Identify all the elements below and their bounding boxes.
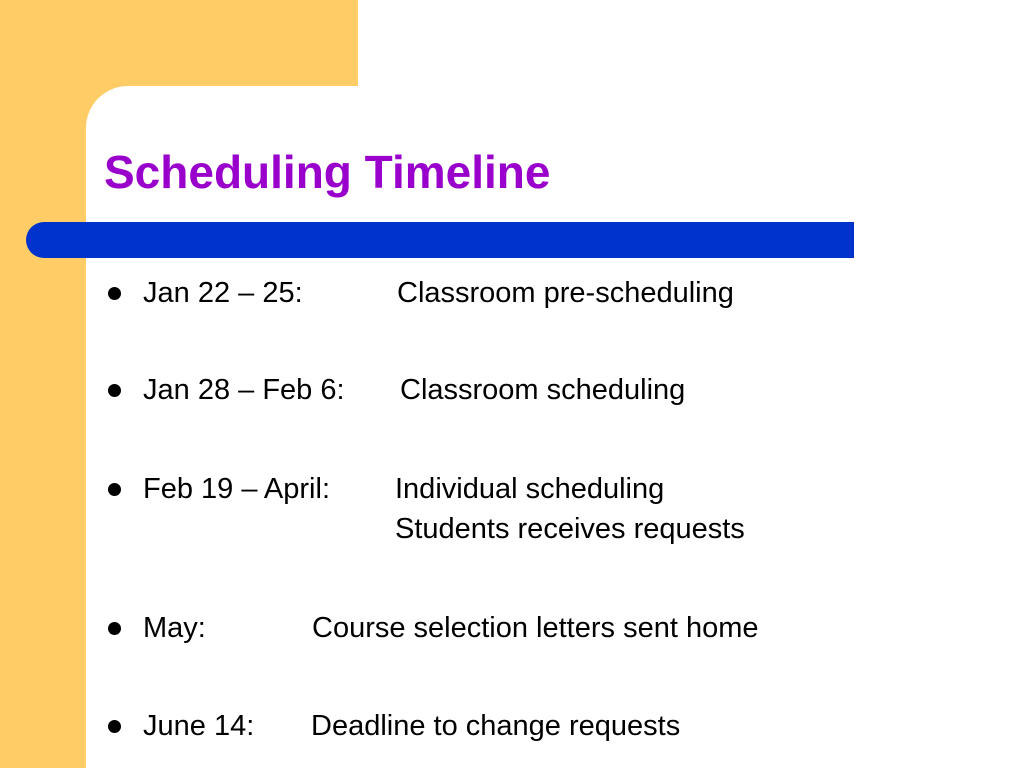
timeline-date: Feb 19 – April: (143, 473, 330, 505)
timeline-description: Deadline to change requests (311, 710, 681, 742)
slide-title: Scheduling Timeline (104, 146, 551, 198)
bullet-icon (108, 720, 121, 733)
timeline-description: Course selection letters sent home (312, 612, 759, 644)
timeline-date: May: (143, 612, 206, 644)
timeline-description: Classroom scheduling (400, 374, 686, 406)
timeline-sub-description: Students receives requests (395, 513, 745, 545)
timeline-date: Jan 28 – Feb 6: (143, 374, 345, 406)
timeline-item-classroom-scheduling (0, 370, 1024, 410)
timeline-item-course-selection-letters (0, 608, 1024, 648)
bullet-icon (108, 384, 121, 397)
timeline-date: June 14: (143, 710, 255, 742)
bullet-icon (108, 622, 121, 635)
bullet-icon (108, 287, 121, 300)
timeline-item-deadline-change-requests (0, 706, 1024, 746)
bullet-icon (108, 483, 121, 496)
timeline-item-individual-scheduling (0, 469, 1024, 549)
timeline-description: Classroom pre-scheduling (397, 277, 734, 309)
timeline-description: Individual scheduling (395, 473, 665, 505)
timeline-date: Jan 22 – 25: (143, 277, 303, 309)
timeline-item-classroom-prescheduling (0, 273, 1024, 313)
